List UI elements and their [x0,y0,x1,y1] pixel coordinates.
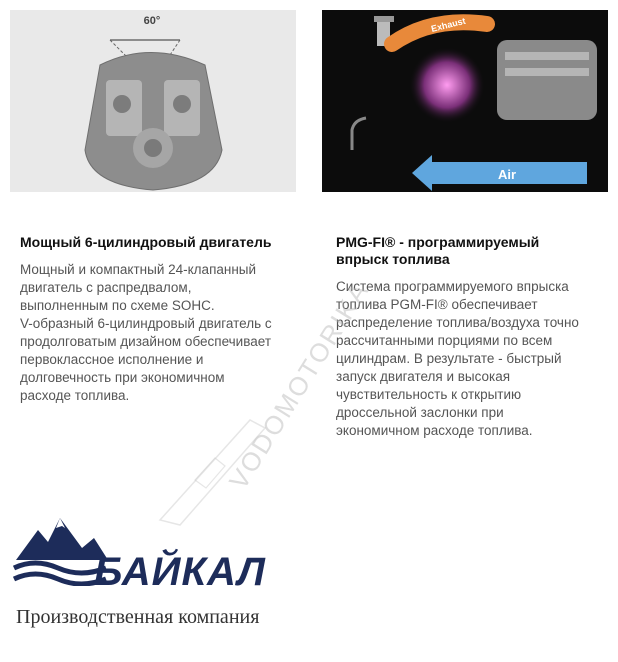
engine-illustration [10,10,296,192]
air-label: Air [498,167,517,182]
feature-fuel-injection [336,234,598,440]
injection-drawing [322,10,608,192]
exhaust-label: Exhaust [430,15,467,34]
feature-title: Мощный 6-цилиндровый двигатель [20,234,272,250]
injection-illustration [322,10,608,192]
brand-tagline: Производственная компания [16,606,260,628]
brand-name: БАЙКАЛ [94,550,266,594]
angle-label: 60° [143,15,161,27]
boat-watermark-icon [140,400,290,530]
watermark-text: VODOMOTORIKA [222,276,375,495]
company-logo [10,516,330,636]
engine-drawing [10,10,296,192]
feature-description: Мощный и компактный 24-клапанный двигатель с распредвалом, выполненным по схеме SOHC. V-образный 6-цилиндровый двигатель с продолговатым дизайном обеспечивает первоклассное исполнение и долговечность при экономичном расходе топлива. [20,262,272,403]
feature-title: PMG-FI® - программируемый впрыск топлива [336,234,540,267]
feature-engine [20,234,282,405]
feature-description: Система программируемого впрыска топлива PGM-FI® обеспечивает распределение топлива/воздуха точно рассчитанными порциями по всем цилиндрам. В результате - быстрый запуск двигателя и высокая чувствительность к открытию дроссельной заслонки при экономичном расходе топлива. [336,279,579,438]
